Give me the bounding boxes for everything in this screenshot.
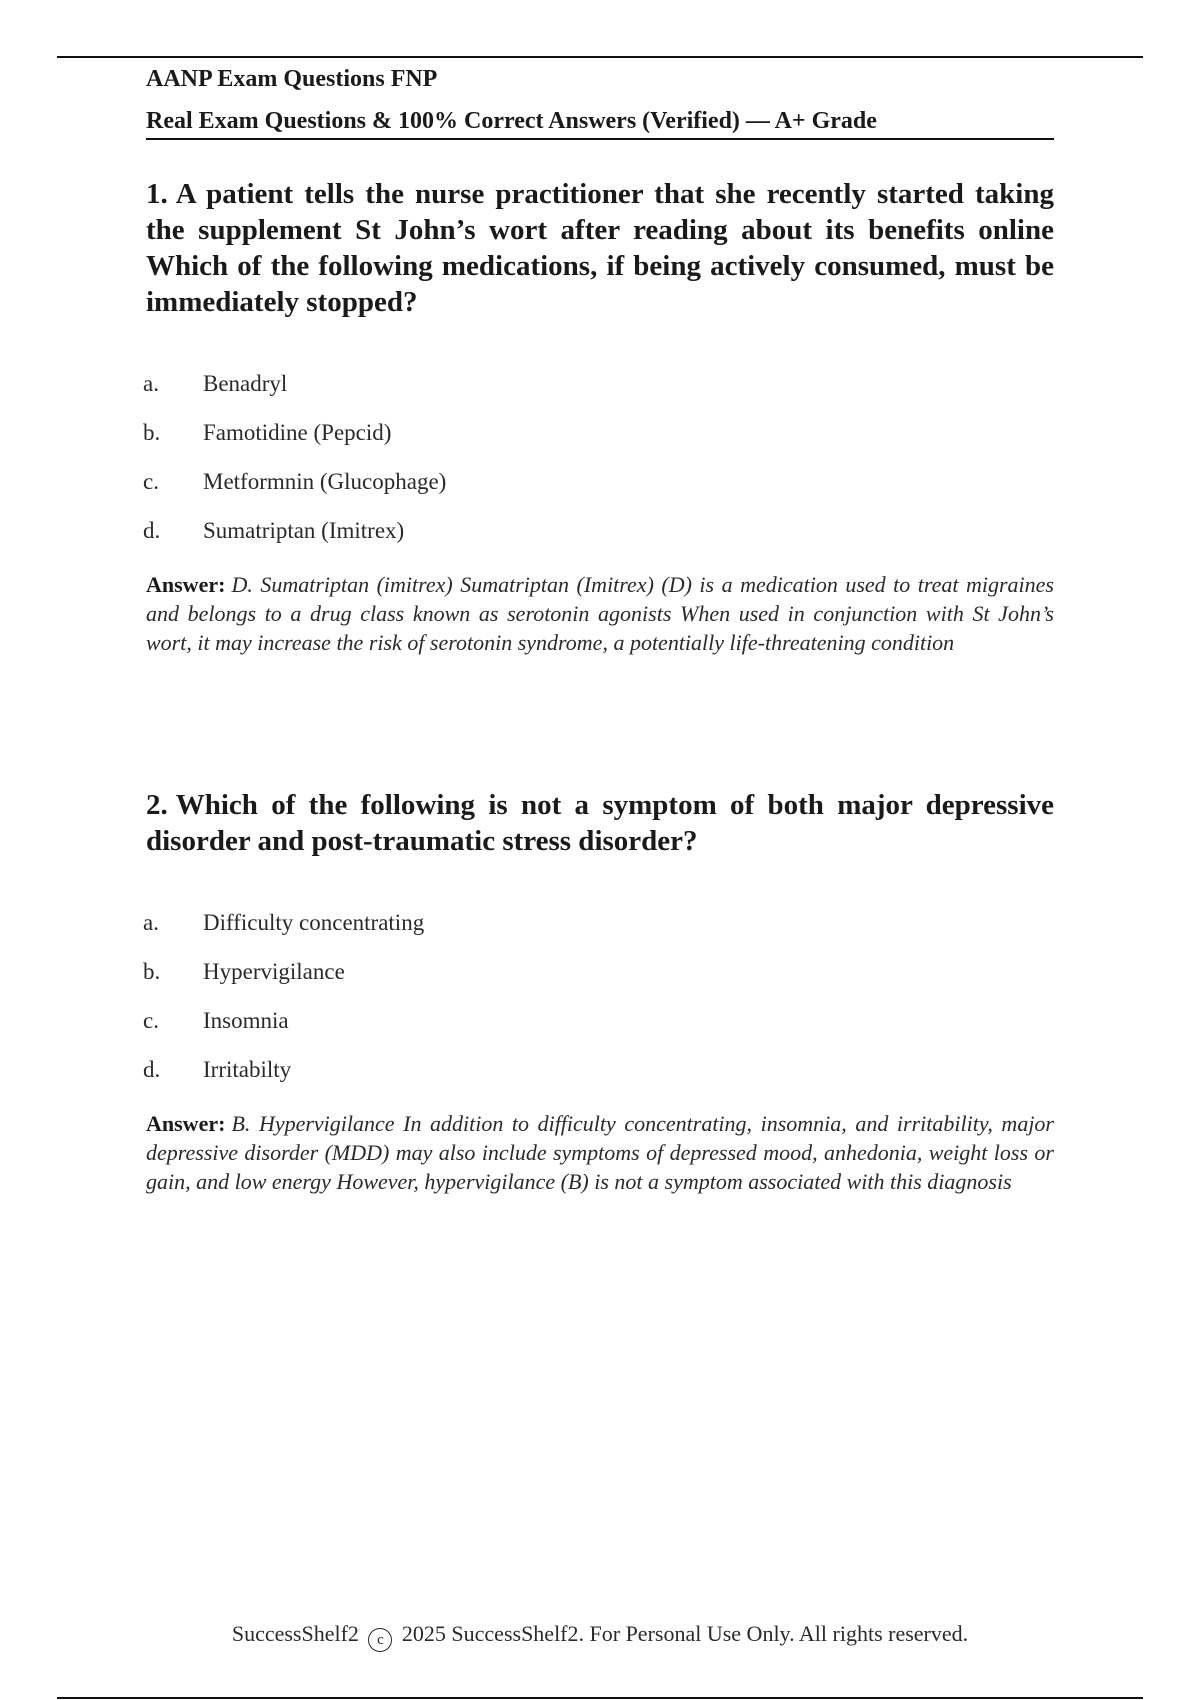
- option-1b: [143, 419, 1051, 468]
- option-letter: b.: [143, 959, 161, 984]
- bottom-rule: [57, 1697, 1143, 1699]
- option-letter: d.: [143, 1057, 161, 1082]
- question-2-text: [146, 787, 1054, 859]
- question-1-number: 1.: [146, 178, 168, 210]
- question-1-text: [146, 176, 1054, 320]
- question-2-options: [143, 909, 1051, 1105]
- question-2: [143, 787, 1054, 1196]
- answer-label: Answer:: [146, 572, 226, 597]
- option-text: Famotidine (Pepcid): [203, 420, 392, 445]
- question-1-stem: A patient tells the nurse practitioner that she recently started taking the supplement St John’s wort after reading about its benefits online Which of the following medications, if being actively consumed, must be immediately stopped?: [146, 178, 1054, 318]
- option-2d: [143, 1056, 1051, 1105]
- option-2c: [143, 1007, 1051, 1056]
- option-text: Hypervigilance: [203, 959, 345, 984]
- top-rule: [57, 56, 1143, 58]
- answer-explanation: B. Hypervigilance In addition to difficulty concentrating, insomnia, and irritability, major depressive disorder (MDD) may also include symptoms of depressed mood, anhedonia, weight loss or gain, and low energy However, hypervigilance (B) is not a symptom associated with this diagnosis: [146, 1111, 1054, 1194]
- option-letter: a.: [143, 371, 159, 396]
- page-header: [146, 64, 1054, 140]
- option-letter: d.: [143, 518, 161, 543]
- option-letter: c.: [143, 1008, 159, 1033]
- answer-explanation: D. Sumatriptan (imitrex) Sumatriptan (Imitrex) (D) is a medication used to treat migraines and belongs to a drug class known as serotonin agonists When used in conjunction with St John’s wort, it may increase the risk of serotonin syndrome, a potentially life-threatening condition: [146, 572, 1054, 655]
- document-subtitle: Real Exam Questions & 100% Correct Answers (Verified) — A+ Grade: [146, 106, 1054, 140]
- option-1c: [143, 468, 1051, 517]
- option-letter: c.: [143, 469, 159, 494]
- option-letter: b.: [143, 420, 161, 445]
- question-1-options: [143, 370, 1051, 566]
- option-text: Metformnin (Glucophage): [203, 469, 447, 494]
- copyright-icon: c: [368, 1628, 392, 1652]
- question-2-number: 2.: [146, 789, 168, 821]
- option-1d: [143, 517, 1051, 566]
- page-footer: [0, 1620, 1200, 1652]
- option-text: Insomnia: [203, 1008, 289, 1033]
- option-2a: [143, 909, 1051, 958]
- option-text: Irritabilty: [203, 1057, 292, 1082]
- answer-label: Answer:: [146, 1111, 226, 1136]
- footer-brand: SuccessShelf2: [231, 1621, 359, 1646]
- option-letter: a.: [143, 910, 159, 935]
- question-1: [143, 176, 1054, 657]
- option-text: Sumatriptan (Imitrex): [203, 518, 405, 543]
- document-title: AANP Exam Questions FNP: [146, 66, 438, 92]
- question-2-stem: Which of the following is not a symptom of both major depressive disorder and post-traumatic stress disorder?: [146, 789, 1054, 857]
- question-1-answer: [146, 570, 1054, 657]
- option-1a: [143, 370, 1051, 419]
- option-text: Benadryl: [203, 371, 288, 396]
- option-2b: [143, 958, 1051, 1007]
- question-2-answer: [146, 1109, 1054, 1196]
- footer-text: 2025 SuccessShelf2. For Personal Use Only. All rights reserved.: [401, 1621, 969, 1646]
- option-text: Difficulty concentrating: [203, 910, 425, 935]
